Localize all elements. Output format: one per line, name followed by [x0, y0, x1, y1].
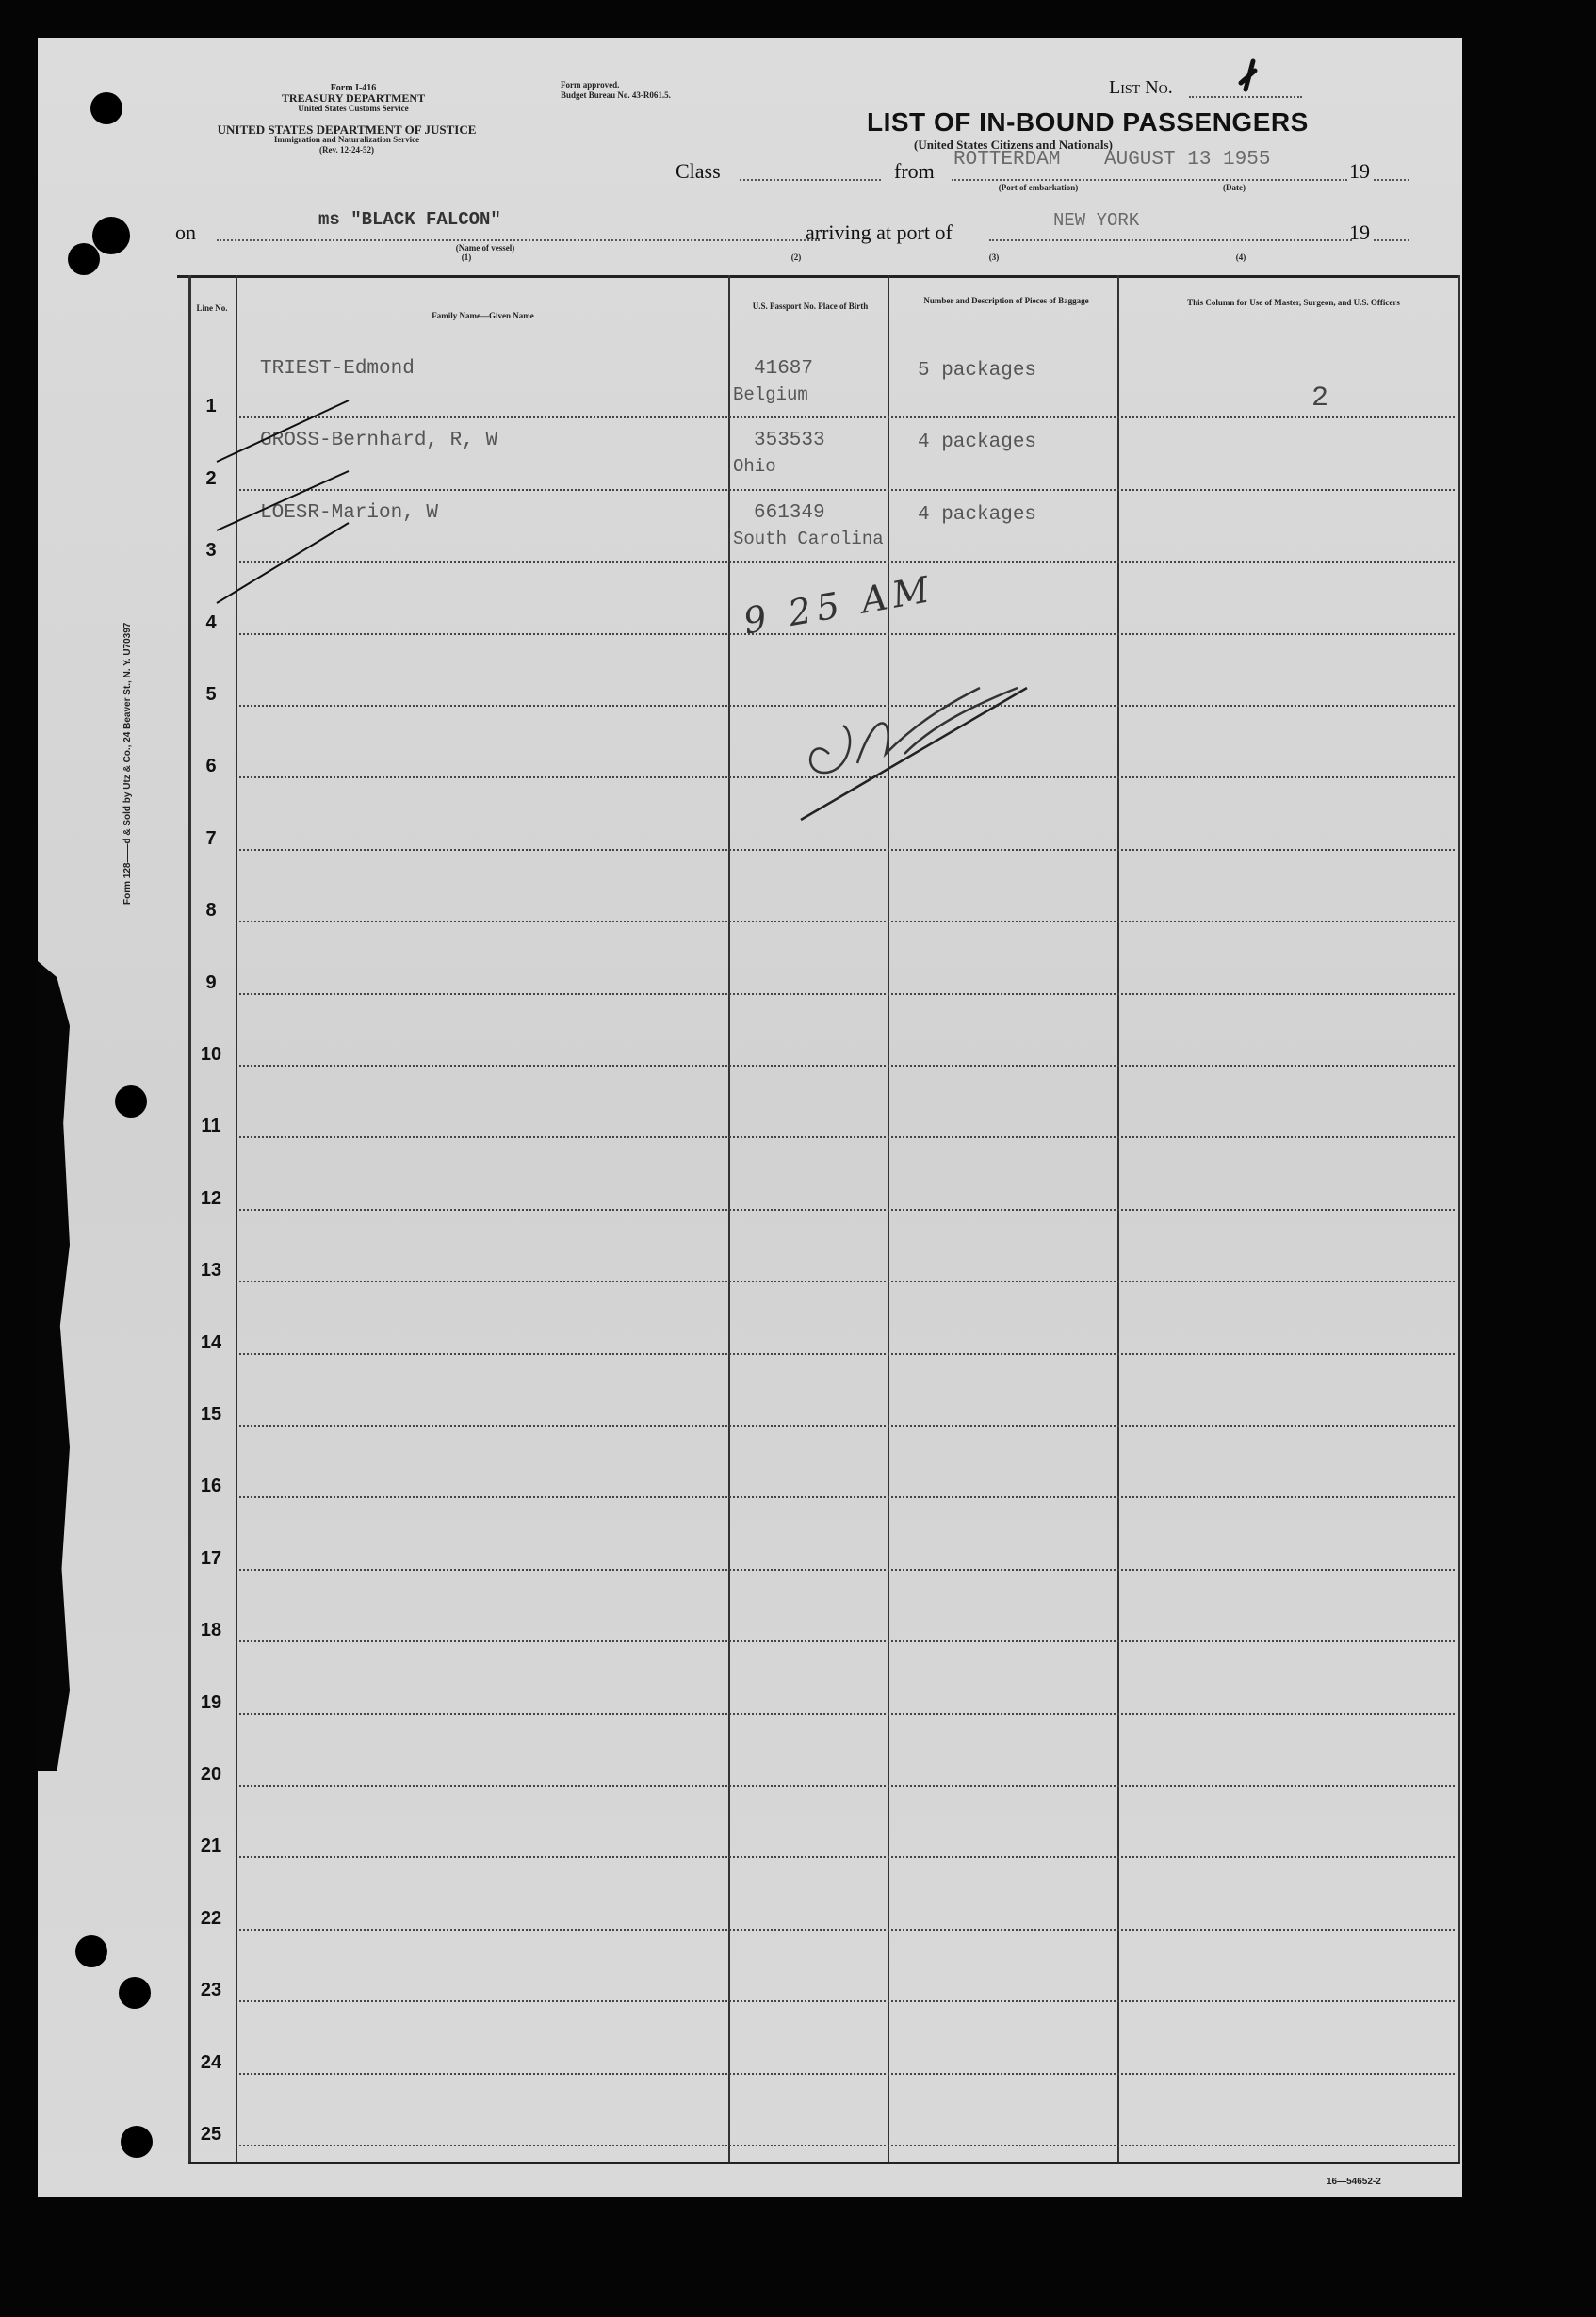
row-number: 13	[200, 1260, 222, 1281]
row-number: 3	[205, 540, 217, 562]
passenger-name: LOESR-Marion, W	[260, 501, 439, 524]
row-rule	[239, 1353, 1455, 1355]
row-number: 9	[205, 971, 217, 993]
form-number: Form I-416	[330, 83, 377, 93]
vessel-caption: (Name of vessel)	[455, 243, 515, 253]
bureau-line: Budget Bureau No. 43-R061.5.	[561, 90, 671, 100]
row-rule	[239, 416, 1455, 418]
row-rule	[239, 993, 1455, 995]
row-number: 16	[200, 1476, 222, 1497]
row-number: 5	[205, 684, 217, 705]
col-marker-2: (2)	[790, 253, 802, 262]
table-top-border	[177, 275, 1458, 278]
passport-number: 353533	[754, 430, 825, 452]
place-of-birth: South Carolina	[733, 528, 884, 549]
row-rule	[239, 1569, 1455, 1571]
row-number: 1	[205, 396, 217, 417]
row-rule	[239, 1496, 1455, 1498]
punch-hole	[92, 217, 130, 254]
row-number: 22	[200, 1907, 222, 1929]
header-line-no: Line No.	[196, 303, 228, 313]
list-no-label: List No.	[1109, 77, 1173, 98]
col-sep-baggage-officers	[1117, 275, 1119, 2162]
col-marker-1: (1)	[461, 253, 472, 262]
date-caption: (Date)	[1223, 183, 1246, 192]
row-number: 18	[200, 1620, 222, 1641]
arriving-label: arriving at port of	[806, 220, 953, 244]
torn-edge	[38, 961, 70, 1771]
passport-number: 41687	[754, 358, 814, 380]
header-baggage: Number and Description of Pieces of Baggage	[923, 296, 1089, 305]
row-rule	[239, 561, 1455, 563]
doj-block	[168, 124, 526, 155]
row-rule	[239, 1785, 1455, 1787]
rev-line: (Rev. 12-24-52)	[319, 145, 374, 155]
arrival-port: NEW YORK	[1053, 210, 1140, 231]
row-number: 2	[205, 467, 217, 489]
row-rule	[239, 1640, 1455, 1642]
punch-hole	[68, 243, 100, 275]
passenger-name: TRIEST-Edmond	[260, 358, 415, 380]
arrival-port-field	[989, 239, 1352, 241]
vessel-field	[217, 239, 820, 241]
class-field	[740, 179, 881, 181]
punch-hole	[121, 2126, 153, 2158]
year-field	[1374, 179, 1409, 181]
row-rule	[239, 489, 1455, 491]
row-number: 7	[205, 827, 217, 849]
row-number: 15	[200, 1404, 222, 1425]
from-label: from	[894, 159, 935, 183]
vessel-name: ms "BLACK FALCON"	[318, 209, 501, 230]
header-officers: This Column for Use of Master, Surgeon, and U.S. Officers	[1187, 298, 1400, 307]
punch-hole	[90, 92, 122, 124]
on-label: on	[175, 220, 196, 244]
punch-hole	[75, 1935, 107, 1967]
officer-signature	[791, 650, 1093, 839]
port-of-embarkation: ROTTERDAM	[953, 149, 1061, 171]
treasury-line: TREASURY DEPARTMENT	[281, 91, 426, 105]
row-number: 4	[205, 612, 217, 633]
baggage-count: 5 packages	[918, 360, 1037, 382]
doj-line: UNITED STATES DEPARTMENT OF JUSTICE	[217, 122, 477, 137]
row-rule	[239, 633, 1455, 635]
row-rule	[239, 1136, 1455, 1138]
row-rule	[239, 1065, 1455, 1067]
page-subtitle: (United States Citizens and Nationals)	[914, 138, 1113, 152]
col-marker-3: (3)	[988, 253, 1000, 262]
place-of-birth: Ohio	[733, 456, 776, 478]
check-marks	[207, 349, 396, 631]
list-number-handwriting	[1227, 57, 1264, 113]
footer-code: 16—54652-2	[1327, 2177, 1381, 2187]
row-rule	[239, 1929, 1455, 1931]
customs-line: United States Customs Service	[298, 104, 409, 113]
row-number: 21	[200, 1836, 222, 1857]
row-number: 6	[205, 756, 217, 777]
table-bottom-border	[188, 2162, 1460, 2164]
col-sep-name-passport	[728, 275, 730, 2162]
form-block	[236, 83, 471, 114]
row-number: 19	[200, 1691, 222, 1713]
row-rule	[239, 2000, 1455, 2002]
port-caption: (Port of embarkation)	[998, 183, 1079, 192]
row-rule	[239, 849, 1455, 851]
baggage-count: 4 packages	[918, 432, 1037, 454]
row-rule	[239, 2073, 1455, 2075]
row-number: 12	[200, 1187, 222, 1209]
port-field	[952, 179, 1347, 181]
row-number: 8	[205, 900, 217, 922]
approval-line: Form approved.	[561, 80, 620, 90]
ins-line: Immigration and Naturalization Service	[273, 135, 420, 144]
row-rule	[239, 1425, 1455, 1427]
row-number: 17	[200, 1547, 222, 1569]
table-right-border	[1458, 275, 1460, 2162]
row-rule	[239, 1713, 1455, 1715]
row-rule	[239, 1856, 1455, 1858]
row-rule	[239, 921, 1455, 922]
printer-imprint: Form 128——d & Sold by Utz & Co., 24 Beaver St., N. Y. U70397	[122, 622, 133, 905]
row-number: 20	[200, 1764, 222, 1785]
class-label: Class	[676, 159, 721, 183]
row-number: 24	[200, 2051, 222, 2073]
row-rule	[239, 1281, 1455, 1282]
row-rule	[239, 2145, 1455, 2146]
row-rule	[239, 1209, 1455, 1211]
time-annotation: 9 25 AM	[740, 567, 938, 643]
arrival-year-prefix: 19	[1349, 220, 1370, 244]
arrival-year-field	[1374, 239, 1409, 241]
officer-note: 2	[1311, 383, 1329, 415]
col-marker-4: (4)	[1235, 253, 1246, 262]
row-number: 14	[200, 1331, 222, 1353]
passenger-name: GROSS-Bernhard, R, W	[260, 430, 498, 452]
row-number: 23	[200, 1980, 222, 2001]
header-name: Family Name—Given Name	[432, 311, 534, 320]
approval-block	[561, 80, 787, 101]
punch-hole	[115, 1085, 147, 1118]
col-sep-passport-baggage	[888, 275, 889, 2162]
year-prefix: 19	[1349, 159, 1370, 183]
manifest-sheet	[38, 38, 1462, 2197]
place-of-birth: Belgium	[733, 384, 808, 405]
baggage-count: 4 packages	[918, 503, 1037, 526]
row-number: 25	[200, 2124, 222, 2145]
arrival-date: AUGUST 13 1955	[1104, 149, 1271, 171]
row-number: 11	[201, 1116, 221, 1137]
row-number: 10	[200, 1044, 222, 1065]
passport-number: 661349	[754, 501, 825, 524]
header-passport: U.S. Passport No. Place of Birth	[752, 302, 869, 311]
punch-hole	[119, 1977, 151, 2009]
page-title: LIST OF IN-BOUND PASSENGERS	[867, 107, 1309, 137]
